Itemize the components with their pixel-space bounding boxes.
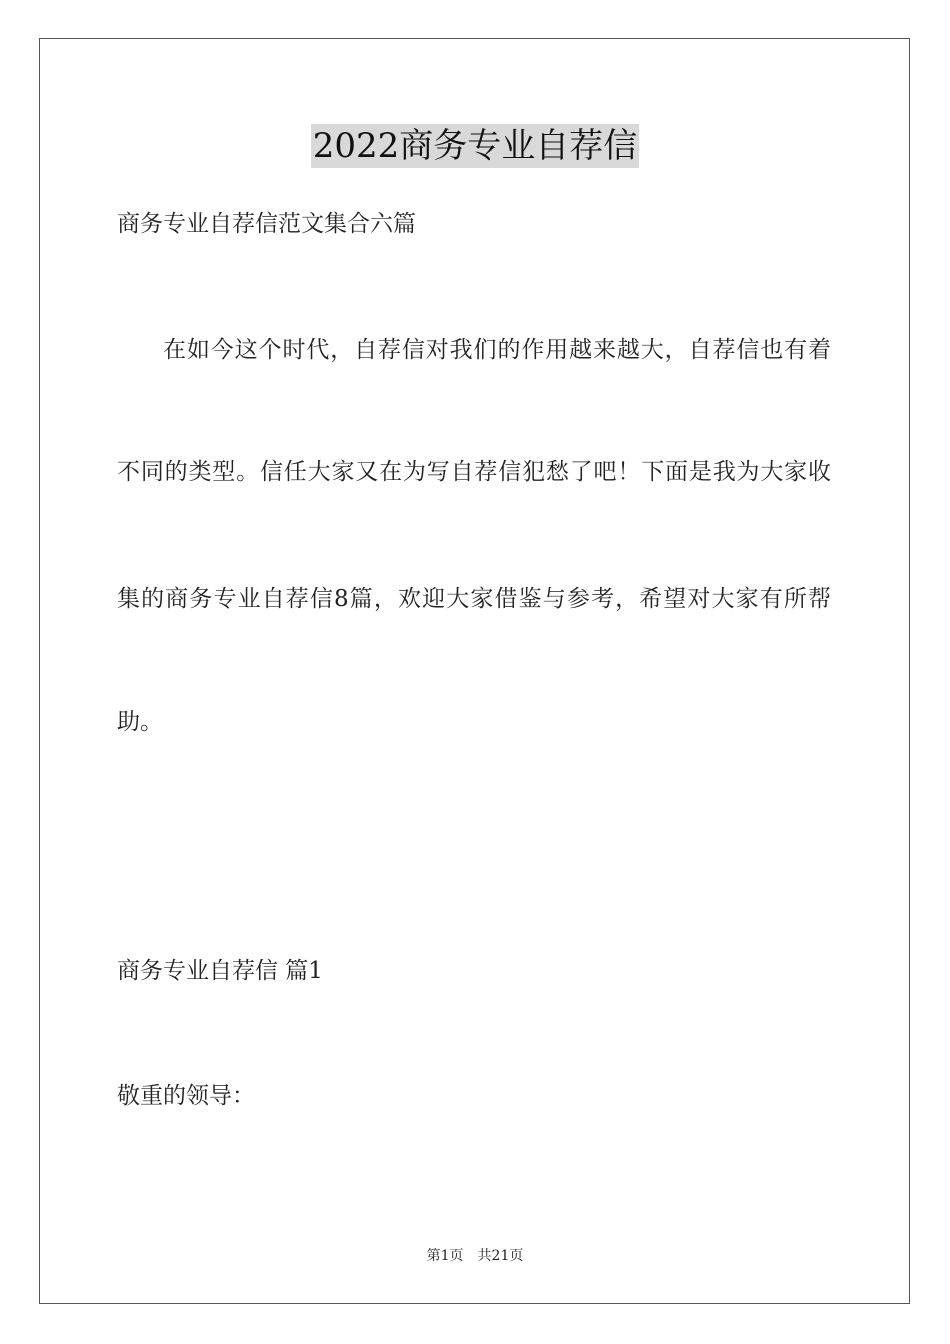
intro-line-1: 在如今这个时代，自荐信对我们的作用越来越大，自荐信也有着 xyxy=(163,337,831,363)
page-footer: 第1页 共21页 xyxy=(426,1248,524,1264)
intro-line-2: 不同的类型。信任大家又在为写自荐信犯愁了吧！下面是我为大家收 xyxy=(117,459,831,485)
salutation: 敬重的领导： xyxy=(117,1083,255,1109)
document-title: 2022商务专业自荐信 xyxy=(312,126,638,166)
intro-line-4: 助。 xyxy=(117,709,163,735)
title-container xyxy=(0,124,950,168)
document-subtitle: 商务专业自荐信范文集合六篇 xyxy=(117,211,416,237)
section-heading: 商务专业自荐信 篇1 xyxy=(117,958,323,984)
intro-line-3: 集的商务专业自荐信8篇，欢迎大家借鉴与参考，希望对大家有所帮 xyxy=(117,586,831,612)
